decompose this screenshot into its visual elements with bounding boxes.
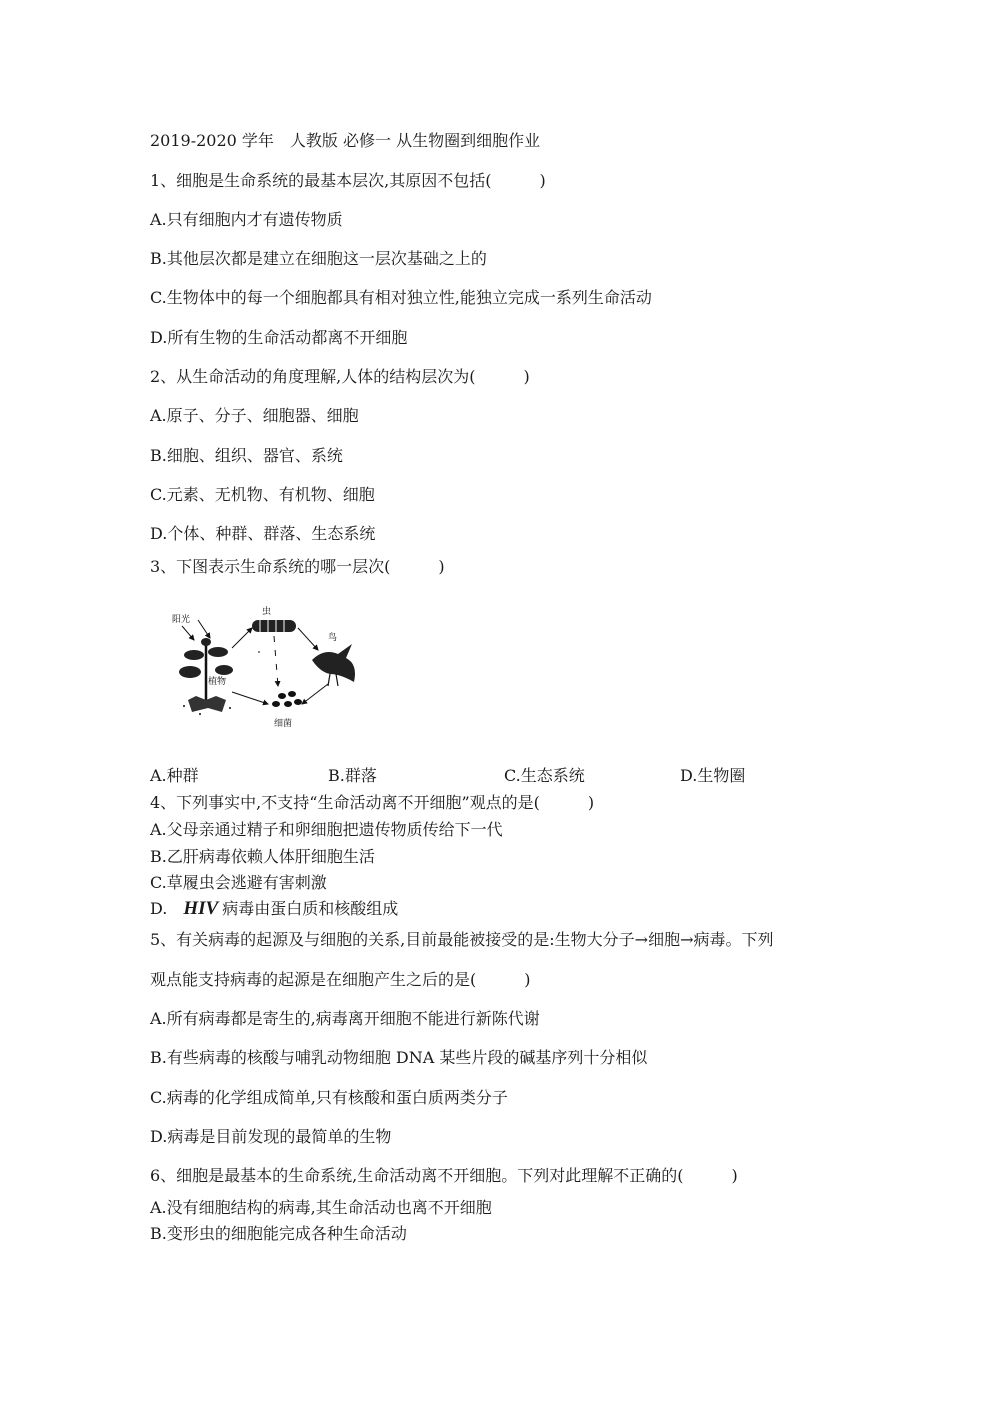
sunlight-arrow-2 [198,620,210,638]
q5-option-a: A.所有病毒都是寄生的,病毒离开细胞不能进行新陈代谢 [150,1009,540,1028]
q2-option-b: B.细胞、组织、器官、系统 [150,446,343,465]
q5-option-d: D.病毒是目前发现的最简单的生物 [150,1127,392,1146]
q4-option-c: C.草履虫会逃避有害刺激 [150,873,327,892]
q2-option-d: D.个体、种群、群落、生态系统 [150,524,376,543]
q3-option-c: C.生态系统 [504,766,585,785]
q6-option-b: B.变形虫的细胞能完成各种生命活动 [150,1224,407,1243]
q2-stem: 2、从生命活动的角度理解,人体的结构层次为( ) [150,367,530,386]
q5-option-c: C.病毒的化学组成简单,只有核酸和蛋白质两类分子 [150,1088,508,1107]
q4-option-d [150,899,398,919]
arrow-insect-to-bird [298,628,318,650]
arrow-bird-to-bacteria [302,684,328,704]
q5-stem-line1: 5、有关病毒的起源及与细胞的关系,目前最能被接受的是:生物大分子→细胞→病毒。下列 [150,930,774,949]
q3-option-d: D.生物圈 [680,766,746,785]
q4-option-d-text: 病毒由蛋白质和核酸组成 [222,899,399,918]
q1-option-d: D.所有生物的生命活动都离不开细胞 [150,328,408,347]
insect-icon [252,620,296,632]
hiv-term: HIV [183,898,219,919]
q5-stem-line2: 观点能支持病毒的起源是在细胞产生之后的是( ) [150,970,531,989]
q1-option-c: C.生物体中的每一个细胞都具有相对独立性,能独立完成一系列生命活动 [150,288,652,307]
q4-stem: 4、下列事实中,不支持“生命活动离不开细胞”观点的是( ) [150,793,595,812]
arrow-plant-to-insect [232,628,252,648]
q4-option-b: B.乙肝病毒依赖人体肝细胞生活 [150,847,375,866]
q3-stem: 3、下图表示生命系统的哪一层次( ) [150,557,445,576]
q3-option-b: B.群落 [328,766,377,785]
label-bacteria: 细菌 [274,719,293,729]
bacteria-icon [272,691,302,707]
bird-icon [312,644,355,686]
label-insect: 虫 [262,607,272,617]
q6-stem: 6、细胞是最基本的生命系统,生命活动离不开细胞。下列对此理解不正确的( ) [150,1166,738,1185]
label-sunlight: 阳光 [172,615,191,625]
q3-option-a: A.种群 [150,766,199,785]
arrow-plant-to-bacteria [232,692,268,704]
q6-option-a: A.没有细胞结构的病毒,其生命活动也离不开细胞 [150,1198,492,1217]
label-bird: 鸟 [328,633,338,643]
page-title: 2019-2020 学年 人教版 必修一 从生物圈到细胞作业 [150,131,541,150]
ecosystem-diagram [160,600,380,735]
q4-option-d-prefix: D. [150,899,168,918]
q1-stem: 1、细胞是生命系统的最基本层次,其原因不包括( ) [150,171,546,190]
q2-option-a: A.原子、分子、细胞器、细胞 [150,406,359,425]
sunlight-arrow-1 [182,626,194,640]
q1-option-b: B.其他层次都是建立在细胞这一层次基础之上的 [150,249,487,268]
q1-option-a: A.只有细胞内才有遗传物质 [150,210,343,229]
q4-option-a: A.父母亲通过精子和卵细胞把遗传物质传给下一代 [150,820,503,839]
arrow-insect-to-bacteria [274,636,278,686]
q2-option-c: C.元素、无机物、有机物、细胞 [150,485,375,504]
q5-option-b: B.有些病毒的核酸与哺乳动物细胞 DNA 某些片段的碱基序列十分相似 [150,1048,648,1067]
label-plant: 植物 [208,677,227,687]
